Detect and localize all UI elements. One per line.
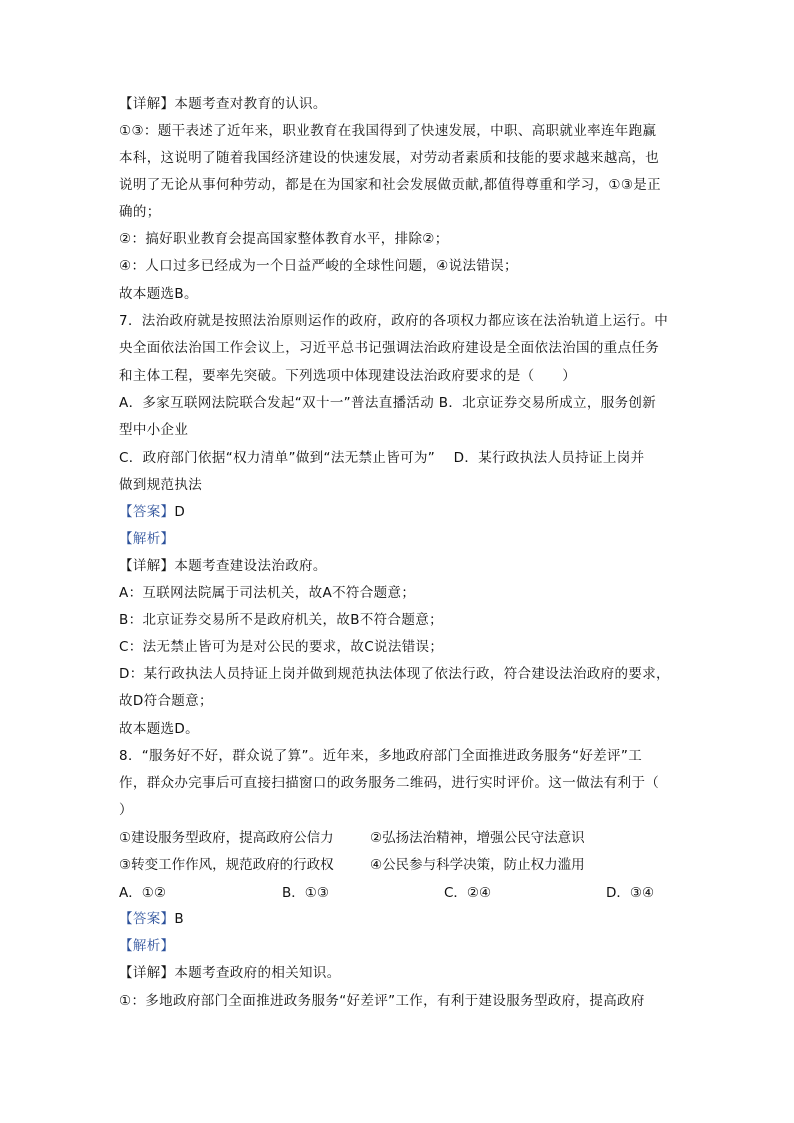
q7-option-d-explanation-line2: 故D符合题意； bbox=[119, 693, 213, 709]
answer-value: D bbox=[174, 504, 186, 520]
q7-options-ab-line2: 型中小企业 bbox=[119, 422, 189, 438]
q8-choice-b: B．①③ bbox=[282, 885, 329, 901]
q6-point-13-line3: 说明了无论从事何种劳动，都是在为国家和社会发展做贡献,都值得尊重和学习，①③是正 bbox=[119, 177, 661, 193]
q6-point-13-line1: ①③：题干表述了近年来，职业教育在我国得到了快速发展，中职、高职就业率连年跑赢 bbox=[119, 123, 657, 139]
q6-point-2: ②：搞好职业教育会提高国家整体教育水平，排除②； bbox=[119, 231, 449, 247]
q8-stem-line3: ） bbox=[119, 802, 133, 818]
q8-choice-c: C．②④ bbox=[444, 885, 492, 901]
q8-stem-line1: 8．“服务好不好，群众说了算”。近年来，多地政府部门全面推进政务服务“好差评”工 bbox=[119, 748, 643, 764]
q8-choice-d: D．③④ bbox=[606, 885, 655, 901]
q8-item-4: ④公民参与科学决策，防止权力滥用 bbox=[370, 857, 585, 873]
q6-detail-heading: 【详解】本题考查对教育的认识。 bbox=[119, 96, 327, 112]
q8-item-3: ③转变工作作风，规范政府的行政权 bbox=[119, 857, 334, 873]
q7-option-b-explanation: B：北京证券交易所不是政府机关，故B不符合题意； bbox=[119, 612, 443, 628]
q7-options-cd-line1: C．政府部门依据“权力清单”做到“法无禁止皆可为” D．某行政执法人员持证上岗并 bbox=[119, 450, 645, 466]
q8-detail-heading: 【详解】本题考查政府的相关知识。 bbox=[119, 965, 341, 981]
q6-point-13-line2: 本科，这说明了随着我国经济建设的快速发展，对劳动者素质和技能的要求越来越高，也 bbox=[119, 150, 660, 166]
q7-conclusion: 故本题选D。 bbox=[119, 721, 199, 737]
answer-tag: 【答案】 bbox=[119, 911, 175, 927]
analysis-tag: 【解析】 bbox=[119, 938, 175, 954]
q7-stem-line3: 和主体工程，要率先突破。下列选项中体现建设法治政府要求的是（ ） bbox=[119, 368, 577, 384]
q7-stem-line2: 央全面依法治国工作会议上，习近平总书记强调法治政府建设是全面依法治国的重点任务 bbox=[119, 340, 660, 356]
q7-option-c-explanation: C：法无禁止皆可为是对公民的要求，故C说法错误； bbox=[119, 639, 444, 655]
q6-point-4: ④：人口过多已经成为一个日益严峻的全球性问题，④说法错误； bbox=[119, 258, 518, 274]
q8-choice-a: A．①② bbox=[119, 885, 166, 901]
q6-conclusion: 故本题选B。 bbox=[119, 286, 198, 302]
q7-answer bbox=[119, 503, 679, 521]
q8-item-1: ①建设服务型政府，提高政府公信力 bbox=[119, 830, 334, 846]
analysis-tag: 【解析】 bbox=[119, 531, 175, 547]
q7-option-d-explanation-line1: D：某行政执法人员持证上岗并做到规范执法体现了依法行政，符合建设法治政府的要求， bbox=[119, 666, 670, 682]
q7-detail-heading: 【详解】本题考查建设法治政府。 bbox=[119, 558, 327, 574]
q7-option-a-explanation: A：互联网法院属于司法机关，故A不符合题意； bbox=[119, 585, 416, 601]
q7-options-ab-line1: A．多家互联网法院联合发起“双十一”普法直播活动 B．北京证券交易所成立，服务创新 bbox=[119, 395, 657, 411]
q7-analysis-tag bbox=[119, 530, 679, 548]
answer-tag: 【答案】 bbox=[119, 504, 175, 520]
q8-stem-line2: 作，群众办完事后可直接扫描窗口的政务服务二维码，进行实时评价。这一做法有利于（ bbox=[119, 775, 660, 791]
q7-options-cd-line2: 做到规范执法 bbox=[119, 477, 203, 493]
q8-analysis-tag bbox=[119, 937, 679, 955]
q7-stem-line1: 7．法治政府就是按照法治原则运作的政府，政府的各项权力都应该在法治轨道上运行。中 bbox=[119, 313, 669, 329]
q8-item-2: ②弘扬法治精神，增强公民守法意识 bbox=[370, 830, 585, 846]
q8-answer bbox=[119, 910, 679, 928]
answer-value: B bbox=[174, 911, 185, 927]
q8-point-1: ①：多地政府部门全面推进政务服务“好差评”工作，有利于建设服务型政府，提高政府 bbox=[119, 993, 645, 1009]
q6-point-13-line4: 确的； bbox=[119, 204, 161, 220]
